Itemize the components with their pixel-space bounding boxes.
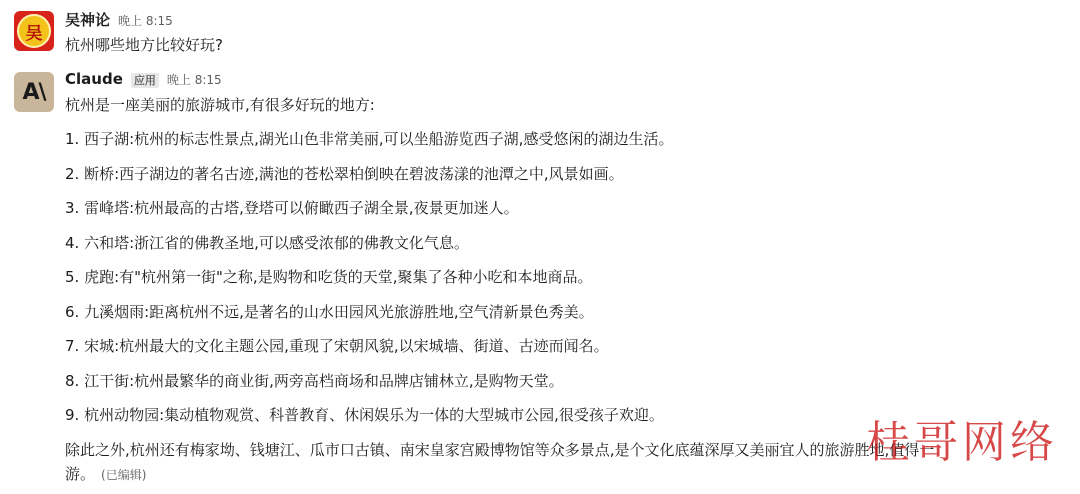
timestamp[interactable]: 晚上 8:15 — [118, 14, 173, 28]
list-item: 4. 六和塔:浙江省的佛教圣地,可以感受浓郁的佛教文化气息。 — [65, 234, 469, 252]
timestamp[interactable]: 晚上 8:15 — [166, 73, 222, 87]
list-item: 1. 西子湖:杭州的标志性景点,湖光山色非常美丽,可以坐船游览西子湖,感受悠闲的湖边生活。 — [65, 130, 674, 148]
list-item: 9. 杭州动物园:集动植物观赏、科普教育、休闲娱乐为一体的大型城市公园,很受孩子欢迎。 — [65, 406, 664, 424]
list-item: 3. 雷峰塔:杭州最高的古塔,登塔可以俯瞰西子湖全景,夜景更加迷人。 — [65, 199, 519, 217]
list-item: 6. 九溪烟雨:距离杭州不远,是著名的山水田园风光旅游胜地,空气清新景色秀美。 — [65, 303, 594, 321]
list-item: 8. 江干街:杭州最繁华的商业街,两旁高档商场和品牌店铺林立,是购物天堂。 — [65, 372, 564, 390]
list-item: 2. 断桥:西子湖边的著名古迹,满池的苍松翠柏倒映在碧波荡漾的池潭之中,风景如画。 — [65, 165, 624, 183]
message-closing-end — [65, 464, 146, 485]
claude-avatar[interactable] — [14, 72, 54, 112]
closing-text: 游。 — [65, 465, 96, 483]
author-name[interactable]: Claude — [65, 70, 123, 88]
list-item: 5. 虎跑:有"杭州第一街"之称,是购物和吃货的天堂,聚集了各种小吃和本地商品。 — [65, 268, 593, 286]
app-badge: 应用 — [131, 73, 159, 88]
user-avatar-seal: 吴 — [17, 14, 51, 48]
watermark: 桂哥网络 — [866, 417, 1058, 468]
user-avatar[interactable] — [14, 11, 54, 51]
anthropic-logo-icon: A\ — [22, 79, 46, 105]
edited-label: (已编辑) — [101, 468, 147, 482]
message-text: 杭州哪些地方比较好玩? — [65, 36, 223, 54]
message-closing: 除此之外,杭州还有梅家坳、钱塘江、瓜市口古镇、南宋皇家宫殿博物馆等众多景点,是个文化底蕴深厚又美丽宜人的旅游胜地,值得一 — [65, 441, 935, 459]
message-header — [65, 9, 173, 30]
author-name[interactable]: 吴神论 — [65, 11, 111, 29]
list-item: 7. 宋城:杭州最大的文化主题公园,重现了宋朝风貌,以宋城墙、街道、古迹而闻名。 — [65, 337, 609, 355]
message-intro: 杭州是一座美丽的旅游城市,有很多好玩的地方: — [65, 96, 375, 114]
message-header — [65, 70, 222, 88]
